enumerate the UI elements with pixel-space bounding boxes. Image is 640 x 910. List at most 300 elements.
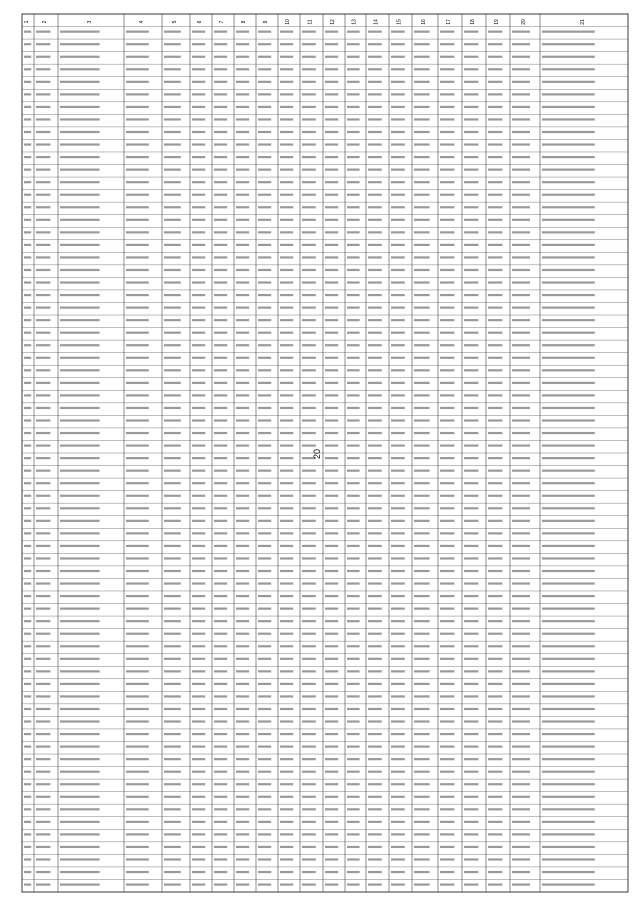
- cell-text-mark: [368, 31, 382, 33]
- cell-text-mark: [512, 746, 530, 748]
- cell-text-mark: [214, 821, 227, 823]
- cell-text-mark: [24, 620, 31, 622]
- cell-text-mark: [414, 846, 430, 848]
- cell-text-mark: [512, 294, 530, 296]
- cell-text-mark: [214, 294, 227, 296]
- cell-text-mark: [464, 31, 478, 33]
- cell-text-mark: [36, 771, 50, 773]
- cell-text-mark: [440, 771, 454, 773]
- cell-text-mark: [488, 658, 502, 660]
- cell-text-mark: [347, 495, 360, 497]
- cell-text-mark: [391, 369, 405, 371]
- cell-text-mark: [280, 620, 293, 622]
- cell-text-mark: [192, 557, 205, 559]
- cell-text-mark: [488, 307, 502, 309]
- cell-text-mark: [192, 81, 205, 83]
- cell-text-mark: [464, 357, 478, 359]
- cell-text-mark: [391, 758, 405, 760]
- cell-text-mark: [440, 219, 454, 221]
- cell-text-mark: [24, 746, 31, 748]
- cell-text-mark: [192, 369, 205, 371]
- cell-text-mark: [60, 256, 100, 258]
- cell-text-mark: [214, 683, 227, 685]
- cell-text-mark: [440, 708, 454, 710]
- cell-text-mark: [488, 231, 502, 233]
- cell-text-mark: [542, 344, 595, 346]
- cell-text-mark: [36, 219, 50, 221]
- cell-text-mark: [325, 808, 338, 810]
- cell-text-mark: [280, 633, 293, 635]
- cell-text-mark: [36, 482, 50, 484]
- column-header-number: 19: [494, 19, 500, 25]
- column-header-number: 21: [580, 19, 586, 25]
- cell-text-mark: [512, 56, 530, 58]
- cell-text-mark: [214, 419, 227, 421]
- cell-text-mark: [347, 645, 360, 647]
- cell-text-mark: [36, 658, 50, 660]
- cell-text-mark: [325, 131, 338, 133]
- cell-text-mark: [24, 131, 31, 133]
- cell-text-mark: [325, 871, 338, 873]
- cell-text-mark: [464, 871, 478, 873]
- cell-text-mark: [24, 432, 31, 434]
- cell-text-mark: [214, 670, 227, 672]
- cell-text-mark: [126, 457, 149, 459]
- cell-text-mark: [414, 608, 430, 610]
- cell-text-mark: [325, 733, 338, 735]
- cell-text-mark: [164, 633, 181, 635]
- cell-text-mark: [488, 43, 502, 45]
- cell-text-mark: [488, 369, 502, 371]
- cell-text-mark: [512, 608, 530, 610]
- cell-text-mark: [24, 319, 31, 321]
- cell-text-mark: [302, 432, 316, 434]
- cell-text-mark: [302, 520, 316, 522]
- cell-text-mark: [302, 557, 316, 559]
- cell-text-mark: [391, 846, 405, 848]
- cell-text-mark: [60, 595, 100, 597]
- cell-text-mark: [36, 582, 50, 584]
- cell-text-mark: [280, 357, 293, 359]
- cell-text-mark: [391, 407, 405, 409]
- cell-text-mark: [236, 570, 249, 572]
- cell-text-mark: [488, 131, 502, 133]
- cell-text-mark: [214, 68, 227, 70]
- cell-text-mark: [414, 532, 430, 534]
- cell-text-mark: [192, 332, 205, 334]
- cell-text-mark: [542, 495, 595, 497]
- cell-text-mark: [280, 106, 293, 108]
- cell-text-mark: [36, 708, 50, 710]
- cell-text-mark: [414, 570, 430, 572]
- cell-text-mark: [258, 545, 271, 547]
- cell-text-mark: [325, 93, 338, 95]
- cell-text-mark: [302, 883, 316, 885]
- cell-text-mark: [391, 382, 405, 384]
- cell-text-mark: [368, 407, 382, 409]
- cell-text-mark: [512, 419, 530, 421]
- cell-text-mark: [192, 231, 205, 233]
- cell-text-mark: [414, 332, 430, 334]
- cell-text-mark: [164, 695, 181, 697]
- cell-text-mark: [36, 156, 50, 158]
- cell-text-mark: [512, 871, 530, 873]
- cell-text-mark: [192, 545, 205, 547]
- cell-text-mark: [258, 131, 271, 133]
- cell-text-mark: [347, 808, 360, 810]
- cell-text-mark: [391, 683, 405, 685]
- cell-text-mark: [280, 695, 293, 697]
- cell-text-mark: [236, 545, 249, 547]
- cell-text-mark: [512, 194, 530, 196]
- cell-text-mark: [391, 357, 405, 359]
- cell-text-mark: [164, 244, 181, 246]
- cell-text-mark: [36, 670, 50, 672]
- cell-text-mark: [542, 382, 595, 384]
- cell-text-mark: [192, 68, 205, 70]
- cell-text-mark: [302, 645, 316, 647]
- cell-text-mark: [24, 194, 31, 196]
- cell-text-mark: [164, 595, 181, 597]
- cell-text-mark: [512, 369, 530, 371]
- cell-text-mark: [164, 670, 181, 672]
- cell-text-mark: [542, 858, 595, 860]
- cell-text-mark: [512, 156, 530, 158]
- cell-text-mark: [258, 733, 271, 735]
- cell-text-mark: [236, 118, 249, 120]
- cell-text-mark: [414, 821, 430, 823]
- cell-text-mark: [36, 194, 50, 196]
- cell-text-mark: [214, 244, 227, 246]
- cell-text-mark: [464, 244, 478, 246]
- cell-text-mark: [36, 821, 50, 823]
- cell-text-mark: [464, 683, 478, 685]
- cell-text-mark: [192, 256, 205, 258]
- cell-text-mark: [542, 532, 595, 534]
- cell-text-mark: [164, 432, 181, 434]
- cell-text-mark: [164, 457, 181, 459]
- cell-text-mark: [280, 470, 293, 472]
- cell-text-mark: [347, 733, 360, 735]
- cell-text-mark: [440, 846, 454, 848]
- cell-text-mark: [24, 796, 31, 798]
- cell-text-mark: [440, 407, 454, 409]
- cell-text-mark: [368, 231, 382, 233]
- cell-text-mark: [214, 169, 227, 171]
- cell-text-mark: [414, 307, 430, 309]
- cell-text-mark: [464, 858, 478, 860]
- cell-text-mark: [302, 758, 316, 760]
- cell-text-mark: [542, 206, 595, 208]
- cell-text-mark: [236, 294, 249, 296]
- cell-text-mark: [36, 495, 50, 497]
- column-header-number: 18: [470, 19, 476, 25]
- cell-text-mark: [164, 720, 181, 722]
- cell-text-mark: [60, 545, 100, 547]
- cell-text-mark: [464, 695, 478, 697]
- cell-text-mark: [368, 821, 382, 823]
- cell-text-mark: [347, 68, 360, 70]
- cell-text-mark: [280, 758, 293, 760]
- cell-text-mark: [164, 771, 181, 773]
- cell-text-mark: [236, 81, 249, 83]
- cell-text-mark: [512, 81, 530, 83]
- cell-text-mark: [325, 68, 338, 70]
- cell-text-mark: [36, 382, 50, 384]
- cell-text-mark: [325, 495, 338, 497]
- cell-text-mark: [368, 645, 382, 647]
- cell-text-mark: [258, 143, 271, 145]
- cell-text-mark: [258, 319, 271, 321]
- cell-text-mark: [512, 821, 530, 823]
- cell-text-mark: [325, 118, 338, 120]
- cell-text-mark: [368, 143, 382, 145]
- cell-text-mark: [236, 507, 249, 509]
- cell-text-mark: [24, 219, 31, 221]
- cell-text-mark: [280, 244, 293, 246]
- cell-text-mark: [258, 344, 271, 346]
- cell-text-mark: [542, 131, 595, 133]
- cell-text-mark: [512, 118, 530, 120]
- cell-text-mark: [391, 883, 405, 885]
- cell-text-mark: [391, 68, 405, 70]
- cell-text-mark: [325, 683, 338, 685]
- cell-text-mark: [280, 344, 293, 346]
- cell-text-mark: [36, 470, 50, 472]
- cell-text-mark: [60, 758, 100, 760]
- cell-text-mark: [36, 520, 50, 522]
- cell-text-mark: [164, 281, 181, 283]
- cell-text-mark: [391, 43, 405, 45]
- cell-text-mark: [414, 407, 430, 409]
- cell-text-mark: [236, 582, 249, 584]
- cell-text-mark: [214, 758, 227, 760]
- cell-text-mark: [368, 695, 382, 697]
- cell-text-mark: [325, 645, 338, 647]
- cell-text-mark: [347, 432, 360, 434]
- cell-text-mark: [258, 658, 271, 660]
- cell-text-mark: [464, 43, 478, 45]
- cell-text-mark: [164, 357, 181, 359]
- cell-text-mark: [302, 808, 316, 810]
- cell-text-mark: [488, 269, 502, 271]
- cell-text-mark: [192, 720, 205, 722]
- cell-text-mark: [542, 470, 595, 472]
- cell-text-mark: [236, 470, 249, 472]
- cell-text-mark: [542, 181, 595, 183]
- cell-text-mark: [464, 81, 478, 83]
- cell-text-mark: [440, 444, 454, 446]
- cell-text-mark: [368, 56, 382, 58]
- cell-text-mark: [126, 244, 149, 246]
- cell-text-mark: [280, 545, 293, 547]
- cell-text-mark: [325, 633, 338, 635]
- cell-text-mark: [512, 670, 530, 672]
- cell-text-mark: [542, 244, 595, 246]
- cell-text-mark: [164, 56, 181, 58]
- cell-text-mark: [512, 833, 530, 835]
- cell-text-mark: [440, 319, 454, 321]
- cell-text-mark: [164, 444, 181, 446]
- cell-text-mark: [214, 93, 227, 95]
- cell-text-mark: [542, 582, 595, 584]
- cell-text-mark: [36, 43, 50, 45]
- cell-text-mark: [325, 444, 338, 446]
- cell-text-mark: [36, 131, 50, 133]
- cell-text-mark: [258, 470, 271, 472]
- cell-text-mark: [164, 194, 181, 196]
- cell-text-mark: [164, 883, 181, 885]
- cell-text-mark: [347, 56, 360, 58]
- cell-text-mark: [512, 532, 530, 534]
- cell-text-mark: [414, 883, 430, 885]
- column-header-number: 8: [241, 20, 247, 24]
- cell-text-mark: [440, 181, 454, 183]
- cell-text-mark: [368, 570, 382, 572]
- cell-text-mark: [302, 683, 316, 685]
- cell-text-mark: [192, 457, 205, 459]
- cell-text-mark: [36, 808, 50, 810]
- cell-text-mark: [347, 457, 360, 459]
- cell-text-mark: [368, 256, 382, 258]
- cell-text-mark: [368, 520, 382, 522]
- cell-text-mark: [347, 118, 360, 120]
- cell-text-mark: [126, 520, 149, 522]
- cell-text-mark: [512, 281, 530, 283]
- cell-text-mark: [60, 582, 100, 584]
- cell-text-mark: [368, 219, 382, 221]
- cell-text-mark: [126, 131, 149, 133]
- cell-text-mark: [192, 244, 205, 246]
- cell-text-mark: [391, 219, 405, 221]
- cell-text-mark: [325, 231, 338, 233]
- cell-text-mark: [464, 231, 478, 233]
- cell-text-mark: [236, 231, 249, 233]
- cell-text-mark: [60, 419, 100, 421]
- cell-text-mark: [464, 633, 478, 635]
- cell-text-mark: [542, 432, 595, 434]
- cell-text-mark: [368, 733, 382, 735]
- cell-text-mark: [258, 281, 271, 283]
- cell-text-mark: [464, 771, 478, 773]
- cell-text-mark: [60, 219, 100, 221]
- cell-text-mark: [464, 369, 478, 371]
- cell-text-mark: [126, 382, 149, 384]
- cell-text-mark: [347, 444, 360, 446]
- cell-text-mark: [192, 683, 205, 685]
- cell-text-mark: [512, 720, 530, 722]
- cell-text-mark: [36, 319, 50, 321]
- cell-text-mark: [24, 206, 31, 208]
- cell-text-mark: [60, 520, 100, 522]
- cell-text-mark: [126, 432, 149, 434]
- cell-text-mark: [542, 871, 595, 873]
- cell-text-mark: [302, 219, 316, 221]
- cell-text-mark: [512, 796, 530, 798]
- cell-text-mark: [368, 871, 382, 873]
- cell-text-mark: [302, 871, 316, 873]
- cell-text-mark: [542, 520, 595, 522]
- cell-text-mark: [126, 495, 149, 497]
- cell-text-mark: [488, 808, 502, 810]
- cell-text-mark: [258, 495, 271, 497]
- cell-text-mark: [347, 545, 360, 547]
- cell-text-mark: [347, 846, 360, 848]
- cell-text-mark: [488, 758, 502, 760]
- cell-text-mark: [280, 31, 293, 33]
- cell-text-mark: [391, 269, 405, 271]
- cell-text-mark: [488, 821, 502, 823]
- cell-text-mark: [258, 244, 271, 246]
- cell-text-mark: [488, 545, 502, 547]
- cell-text-mark: [126, 771, 149, 773]
- cell-text-mark: [512, 31, 530, 33]
- cell-text-mark: [24, 495, 31, 497]
- cell-text-mark: [391, 131, 405, 133]
- cell-text-mark: [464, 470, 478, 472]
- cell-text-mark: [164, 470, 181, 472]
- cell-text-mark: [391, 746, 405, 748]
- cell-text-mark: [512, 495, 530, 497]
- cell-text-mark: [464, 294, 478, 296]
- cell-text-mark: [280, 169, 293, 171]
- cell-text-mark: [258, 670, 271, 672]
- cell-text-mark: [391, 708, 405, 710]
- cell-text-mark: [440, 482, 454, 484]
- page-number: 20: [312, 448, 323, 460]
- cell-text-mark: [36, 169, 50, 171]
- cell-text-mark: [24, 645, 31, 647]
- cell-text-mark: [36, 357, 50, 359]
- cell-text-mark: [347, 833, 360, 835]
- cell-text-mark: [542, 783, 595, 785]
- cell-text-mark: [236, 369, 249, 371]
- cell-text-mark: [512, 43, 530, 45]
- cell-text-mark: [258, 683, 271, 685]
- cell-text-mark: [24, 883, 31, 885]
- cell-text-mark: [126, 557, 149, 559]
- column-header-number: 14: [373, 19, 380, 25]
- cell-text-mark: [512, 68, 530, 70]
- cell-text-mark: [542, 883, 595, 885]
- cell-text-mark: [280, 507, 293, 509]
- cell-text-mark: [488, 118, 502, 120]
- cell-text-mark: [464, 419, 478, 421]
- cell-text-mark: [464, 106, 478, 108]
- cell-text-mark: [236, 733, 249, 735]
- cell-text-mark: [414, 106, 430, 108]
- cell-text-mark: [192, 883, 205, 885]
- cell-text-mark: [464, 219, 478, 221]
- cell-text-mark: [236, 382, 249, 384]
- cell-text-mark: [368, 758, 382, 760]
- cell-text-mark: [236, 344, 249, 346]
- cell-text-mark: [302, 695, 316, 697]
- cell-text-mark: [164, 394, 181, 396]
- cell-text-mark: [302, 43, 316, 45]
- cell-text-mark: [302, 771, 316, 773]
- cell-text-mark: [126, 570, 149, 572]
- cell-text-mark: [347, 670, 360, 672]
- cell-text-mark: [258, 231, 271, 233]
- cell-text-mark: [280, 720, 293, 722]
- cell-text-mark: [391, 419, 405, 421]
- cell-text-mark: [302, 231, 316, 233]
- cell-text-mark: [126, 194, 149, 196]
- cell-text-mark: [325, 382, 338, 384]
- cell-text-mark: [280, 457, 293, 459]
- cell-text-mark: [488, 470, 502, 472]
